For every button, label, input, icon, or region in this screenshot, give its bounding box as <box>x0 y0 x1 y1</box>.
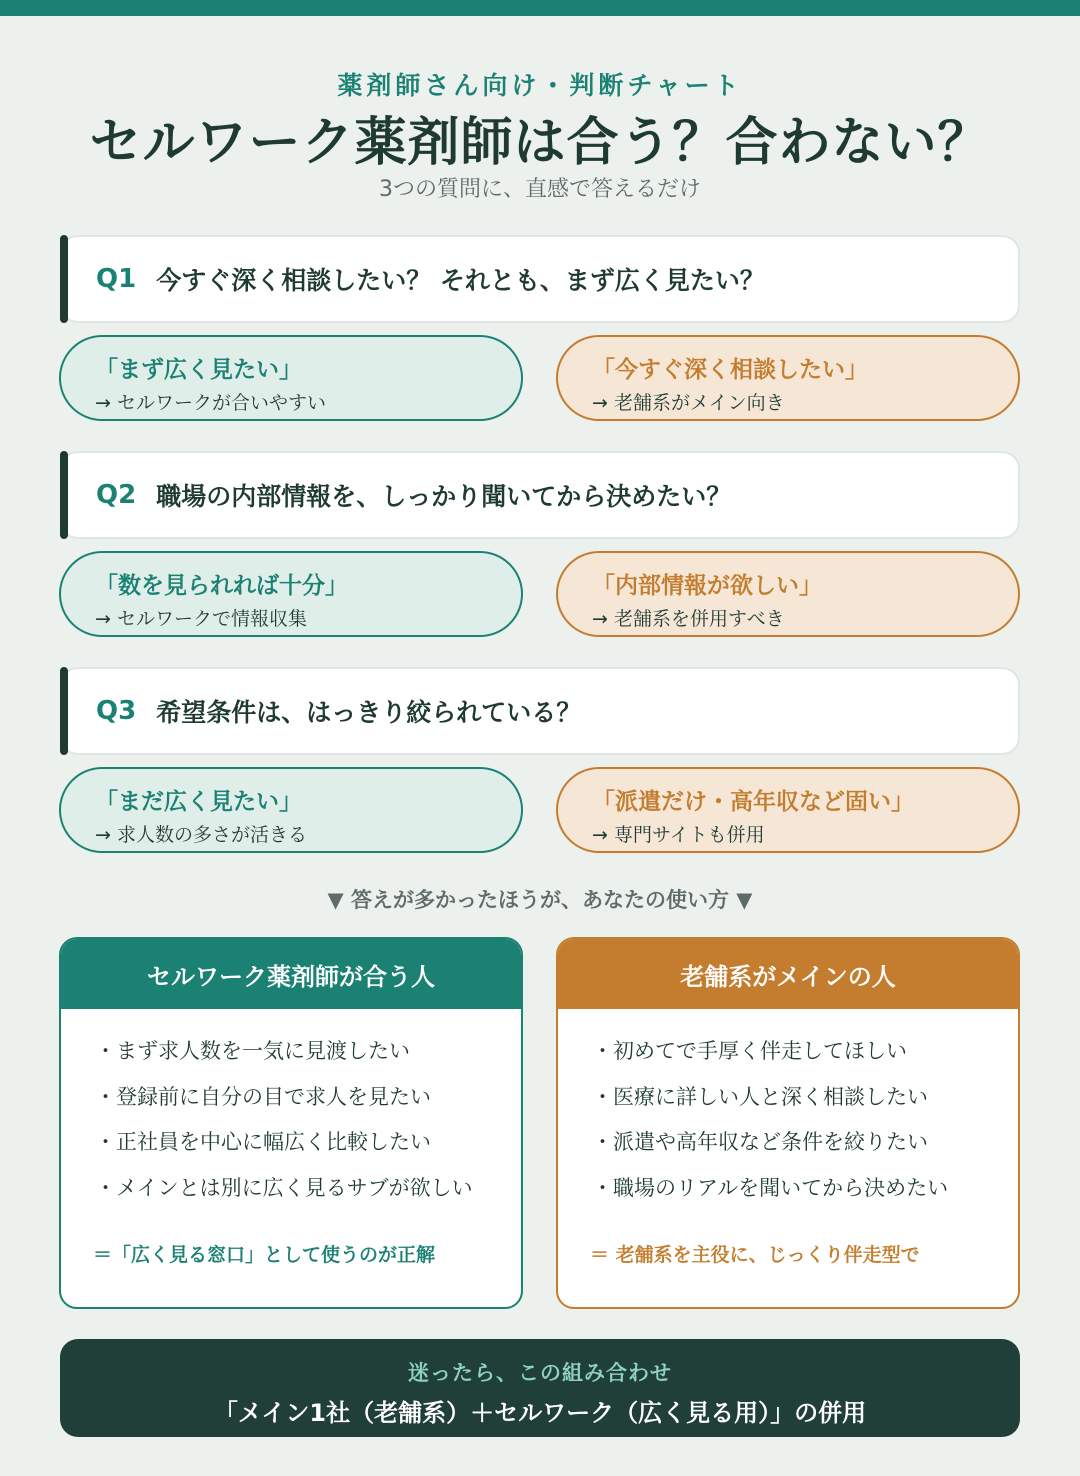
answer-q3-right <box>556 767 1020 853</box>
page-lead: 3つの質問に、直感で答えるだけ <box>379 177 701 202</box>
question-2 <box>60 451 1020 539</box>
result-card-established <box>556 937 1020 1309</box>
card-list <box>558 1009 1018 1217</box>
list-item: ・初めてで手厚く伴走してほしい <box>592 1039 907 1063</box>
answer-main: 「派遣だけ・高年収など固い」 <box>592 789 914 815</box>
card-list <box>61 1009 521 1217</box>
question-text: 希望条件は、はっきり絞られている？ <box>156 698 582 727</box>
answer-sub: → 老舗系を併用すべき <box>592 608 785 630</box>
result-divider: ▼ 答えが多かったほうが、あなたの使い方 ▼ <box>327 888 753 912</box>
list-item: ・登録前に自分の目で求人を見たい <box>95 1084 431 1109</box>
answer-main: 「内部情報が欲しい」 <box>592 573 822 599</box>
question-number: Q1 <box>96 264 137 294</box>
card-title: セルワーク薬剤師が合う人 <box>61 939 521 1009</box>
question-text: 今すぐ深く相談したい？ それとも、まず広く見たい？ <box>156 266 765 295</box>
question-text: 職場の内部情報を、しっかり聞いてから決めたい？ <box>156 482 732 511</box>
card-conclusion: ＝ 老舗系を主役に、じっくり伴走型で <box>590 1244 920 1266</box>
question-3 <box>60 667 1020 755</box>
list-item: ・職場のリアルを聞いてから決めたい <box>592 1175 949 1200</box>
page-title: セルワーク薬剤師は合う？合わない？ <box>89 113 991 173</box>
answer-main: 「数を見られれば十分」 <box>95 573 348 599</box>
answer-q1-right <box>556 335 1020 421</box>
answer-sub: → 専門サイトも併用 <box>592 824 765 846</box>
banner-subtitle: 迷ったら、この組み合わせ <box>408 1361 672 1385</box>
answer-q3-left <box>59 767 523 853</box>
banner-main-text: 「メイン1社（老舗系）＋セルワーク（広く見る用）」の併用 <box>213 1399 867 1427</box>
question-number: Q3 <box>96 696 137 726</box>
top-accent-bar <box>0 0 1080 16</box>
recommendation-banner <box>60 1339 1020 1437</box>
answer-q2-left <box>59 551 523 637</box>
answer-main: 「まだ広く見たい」 <box>95 789 302 815</box>
card-conclusion: ＝「広く見る窓口」として使うのが正解 <box>93 1244 436 1266</box>
answer-sub: → 求人数の多さが活きる <box>95 824 307 846</box>
answer-main: 「まず広く見たい」 <box>95 357 302 383</box>
card-title: 老舗系がメインの人 <box>558 939 1018 1009</box>
list-item: ・派遣や高年収など条件を絞りたい <box>592 1130 928 1154</box>
question-1 <box>60 235 1020 323</box>
result-card-cellwork <box>59 937 523 1309</box>
answer-sub: → セルワークで情報収集 <box>95 608 307 630</box>
question-number: Q2 <box>96 480 137 510</box>
answer-q1-left <box>59 335 523 421</box>
list-item: ・正社員を中心に幅広く比較したい <box>95 1130 431 1154</box>
answer-main: 「今すぐ深く相談したい」 <box>592 357 868 383</box>
answer-sub: → 老舗系がメイン向き <box>592 392 785 414</box>
list-item: ・メインとは別に広く見るサブが欲しい <box>95 1175 473 1200</box>
list-item: ・まず求人数を一気に見渡したい <box>95 1039 410 1063</box>
answer-sub: → セルワークが合いやすい <box>95 392 326 414</box>
list-item: ・医療に詳しい人と深く相談したい <box>592 1084 928 1109</box>
page-subtitle: 薬剤師さん向け・判断チャート <box>337 71 743 100</box>
answer-q2-right <box>556 551 1020 637</box>
